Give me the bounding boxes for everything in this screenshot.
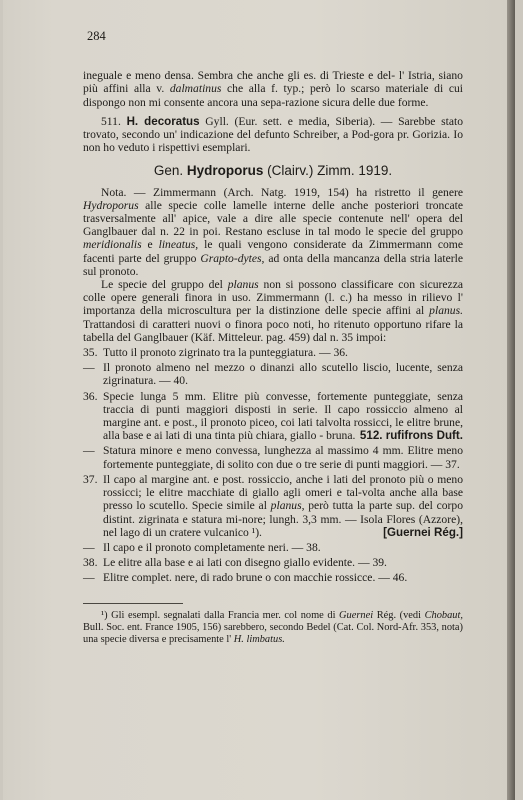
key-couplet-35-alt: — Il pronoto almeno nel mezzo o dinanzi allo scutello liscio, lucente, senza zigrinatura. — 40. (83, 361, 463, 388)
key-couplet-37-alt: — Il capo e il pronoto completamente neri. — 38. (83, 540, 321, 554)
page-text (83, 30, 463, 646)
species-511-paragraph: 511. H. decoratus Gyll. (Eur. sett. e media, Siberia). — Sarebbe stato trovato, secondo un' indicazione del defunto Schreiber, a Pod-gora pr. Gorizia. Io non ho veduto i rispettivi esemplari. (83, 114, 464, 155)
species-name: H. decoratus (126, 114, 200, 128)
key-couplet-36-alt: — Statura minore e meno convessa, lunghezza al massimo 4 mm. Elitre meno fortemente punteggiate, di solito con due o tre serie di punti maggiori. — 37. (83, 444, 463, 471)
page-spine-shadow (507, 0, 515, 800)
genus-heading: Gen. Hydroporus (Clairv.) Zimm. 1919. (153, 163, 393, 179)
species-guernei-name: [Guernei Rég.] (383, 525, 463, 539)
key-couplet-36: 36. Specie lunga 5 mm. Elitre più convesse, fortemente punteggiate, senza traccia di punti maggiori disposti in serie. Il capo rossiccio almeno al margine ant. e post., il pronoto piceo, coi lati talvolta rossicci, le elitre brune, alla base e ai lati di una tinta più chiara, giallo - bruna. 512. rufifrons Duft. (83, 389, 463, 443)
footnote-divider (83, 603, 183, 604)
footnote: ¹) Gli esempl. segnalati dalla Francia mer. col nome di Guernei Rég. (vedi Chobaut, Bull. Soc. ent. France 1905, 156) sarebbero, secondo Bedel (Cat. Col. Nord-Afr. 353, nota) una specie diversa e precisamente l' H. limbatus. (83, 609, 463, 645)
key-couplet-37: 37. Il capo al margine ant. e post. rossiccio, anche i lati del pronoto più o meno rossicci; le elitre macchiate di giallo agli omeri e tal-volta anche alla base presso lo scutello. Specie simile al planus, però tutta la parte sup. del corpo distint. zigrinata e statura mi-nore; lungh. 3,3 mm. — Isola Flores (Azzore), nel lago di un cratere vulcanico ¹). [Guernei Rég.] (83, 472, 464, 539)
key-couplet-38: 38. Le elitre alla base e ai lati con disegno giallo evidente. — 39. (83, 556, 387, 570)
key-couplet-38-alt: — Elitre complet. nere, di rado brune o con macchie rossicce. — 46. (83, 571, 408, 585)
key-couplet-35: 35. Tutto il pronoto zigrinato tra la punteggiatura. — 36. (83, 346, 348, 360)
page-number: 284 (87, 29, 106, 43)
nota-paragraph-1: Nota. — Zimmermann (Arch. Natg. 1919, 154) ha ristretto il genere Hydroporus alle specie colle lamelle interne delle anche posteriori troncate trasversalmente all' apice, vale a dire alle specie contenute nell' opera del Ganglbauer dal n. 22 in poi. Restano escluse in tal modo le specie del gruppo meridionalis e lineatus, le quali vengono considerate da Zimmermann come facenti parte del gruppo Grapto-dytes, ad onta della mancanza della stria laterle sul pronoto. (83, 185, 464, 278)
book-page (3, 0, 515, 800)
species-512-name: 512. rufifrons Duft. (359, 429, 463, 443)
intro-paragraph: ineguale e meno densa. Sembra che anche gli es. di Trieste e del- l' Istria, siano più affini alla v. dalmatinus che alla f. typ.; però lo scarso materiale di cui dispongo non mi consente ancora una sepa-razione sicura delle due forme. (83, 69, 463, 109)
nota-paragraph-2: Le specie del gruppo del planus non si possono classificare con sicurezza colle opere generali finora in uso. Zimmermann (l. c.) ha messo in rilievo l' importanza della microscultura per la distinzione delle specie affini al planus. Trattandosi di caratteri nuovi o finora poco noti, ho ritenuto opportuno rifare la tabella del Ganglbauer (Käf. Mitteleur. pag. 459) dal n. 35 impoi: (83, 278, 463, 344)
